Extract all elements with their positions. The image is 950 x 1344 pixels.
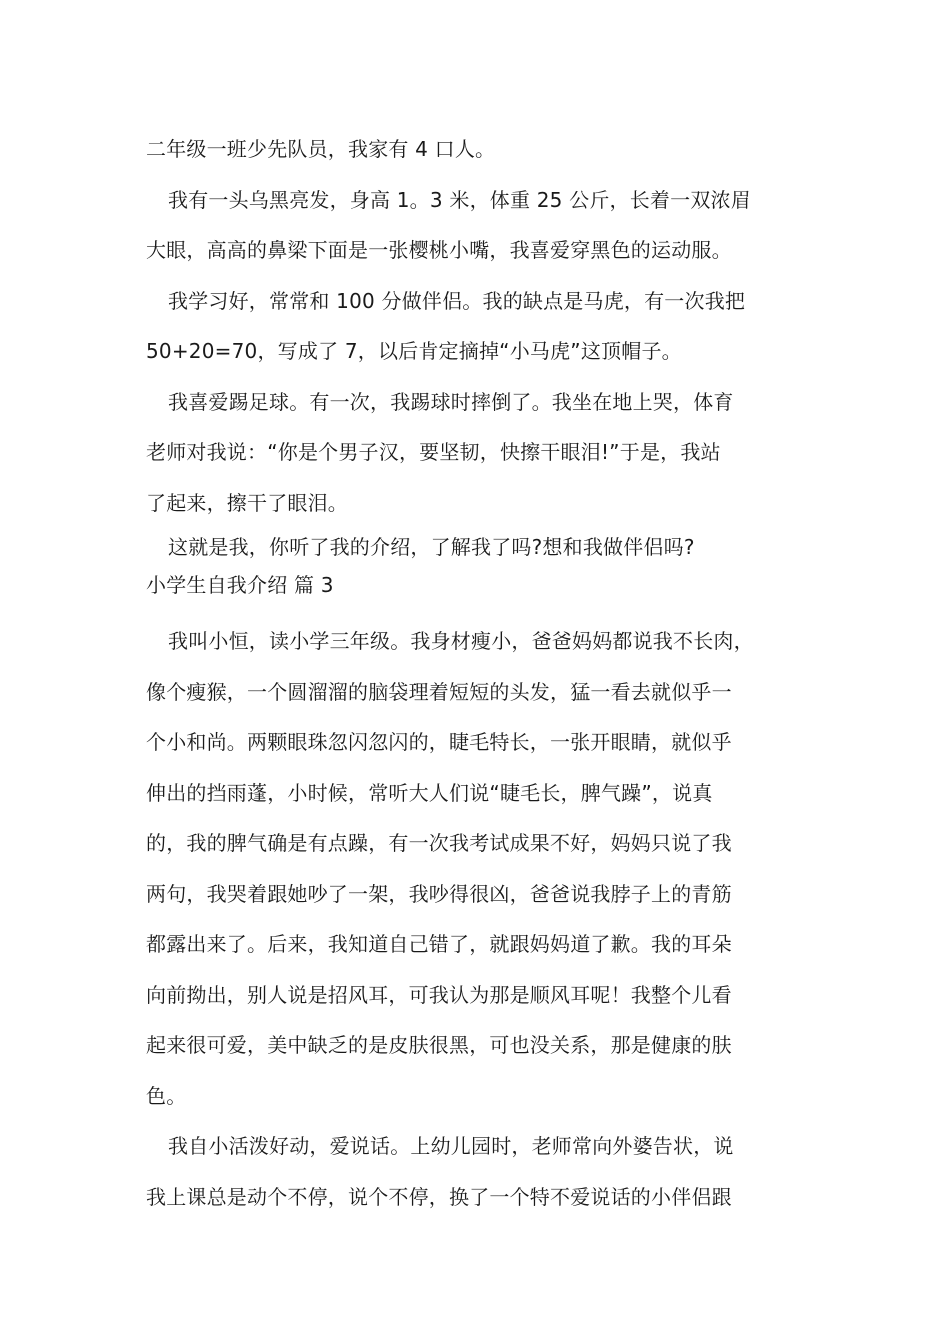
text-line: 我有一头乌黑亮发，身高 1。3 米，体重 25 公斤，长着一双浓眉 xyxy=(168,187,751,212)
text-line: 大眼，高高的鼻梁下面是一张樱桃小嘴，我喜爱穿黑色的运动服。 xyxy=(146,238,732,262)
text-line: 二年级一班少先队员，我家有 4 口人。 xyxy=(146,137,496,161)
text-line: 我自小活泼好动，爱说话。上幼儿园时，老师常向外婆告状，说 xyxy=(168,1134,734,1158)
text-line: 起来很可爱，美中缺乏的是皮肤很黑，可也没关系，那是健康的肤 xyxy=(146,1033,732,1057)
text-line: 了起来，擦干了眼泪。 xyxy=(146,490,348,515)
text-line: 我叫小恒，读小学三年级。我身材瘦小，爸爸妈妈都说我不长肉， xyxy=(168,629,754,653)
text-line: 伸出的挡雨蓬，小时候，常听大人们说“睫毛长，脾气躁”，说真 xyxy=(146,780,713,805)
text-line: 我喜爱踢足球。有一次，我踢球时摔倒了。我坐在地上哭，体育 xyxy=(168,389,734,414)
text-line: 色。 xyxy=(146,1083,187,1108)
text-line: 的，我的脾气确是有点躁，有一次我考试成果不好，妈妈只说了我 xyxy=(146,831,732,855)
text-line: 都露出来了。后来，我知道自己错了，就跟妈妈道了歉。我的耳朵 xyxy=(146,932,732,956)
text-line: 50+20=70，写成了 7，以后肯定摘掉“小马虎”这顶帽子。 xyxy=(146,339,682,363)
text-line: 我上课总是动个不停，说个不停，换了一个特不爱说话的小伴侣跟 xyxy=(146,1184,732,1209)
text-line: 像个瘦猴，一个圆溜溜的脑袋理着短短的头发，猛一看去就似乎一 xyxy=(146,679,732,704)
text-line: 向前拗出，别人说是招风耳，可我认为那是顺风耳呢！我整个儿看 xyxy=(146,982,732,1007)
text-line: 个小和尚。两颗眼珠忽闪忽闪的，睫毛特长，一张开眼睛，就似乎 xyxy=(146,730,732,754)
text-line: 这就是我，你听了我的介绍，了解我了吗?想和我做伴侣吗? xyxy=(168,535,695,559)
text-line: 我学习好，常常和 100 分做伴侣。我的缺点是马虎，有一次我把 xyxy=(168,288,746,313)
text-line: 两句，我哭着跟她吵了一架，我吵得很凶，爸爸说我脖子上的青筋 xyxy=(146,881,732,906)
text-line: 老师对我说：“你是个男子汉，要坚韧，快擦干眼泪!”于是，我站 xyxy=(146,440,721,464)
section-heading: 小学生自我介绍 篇 3 xyxy=(146,573,334,597)
document-body xyxy=(146,124,818,1222)
